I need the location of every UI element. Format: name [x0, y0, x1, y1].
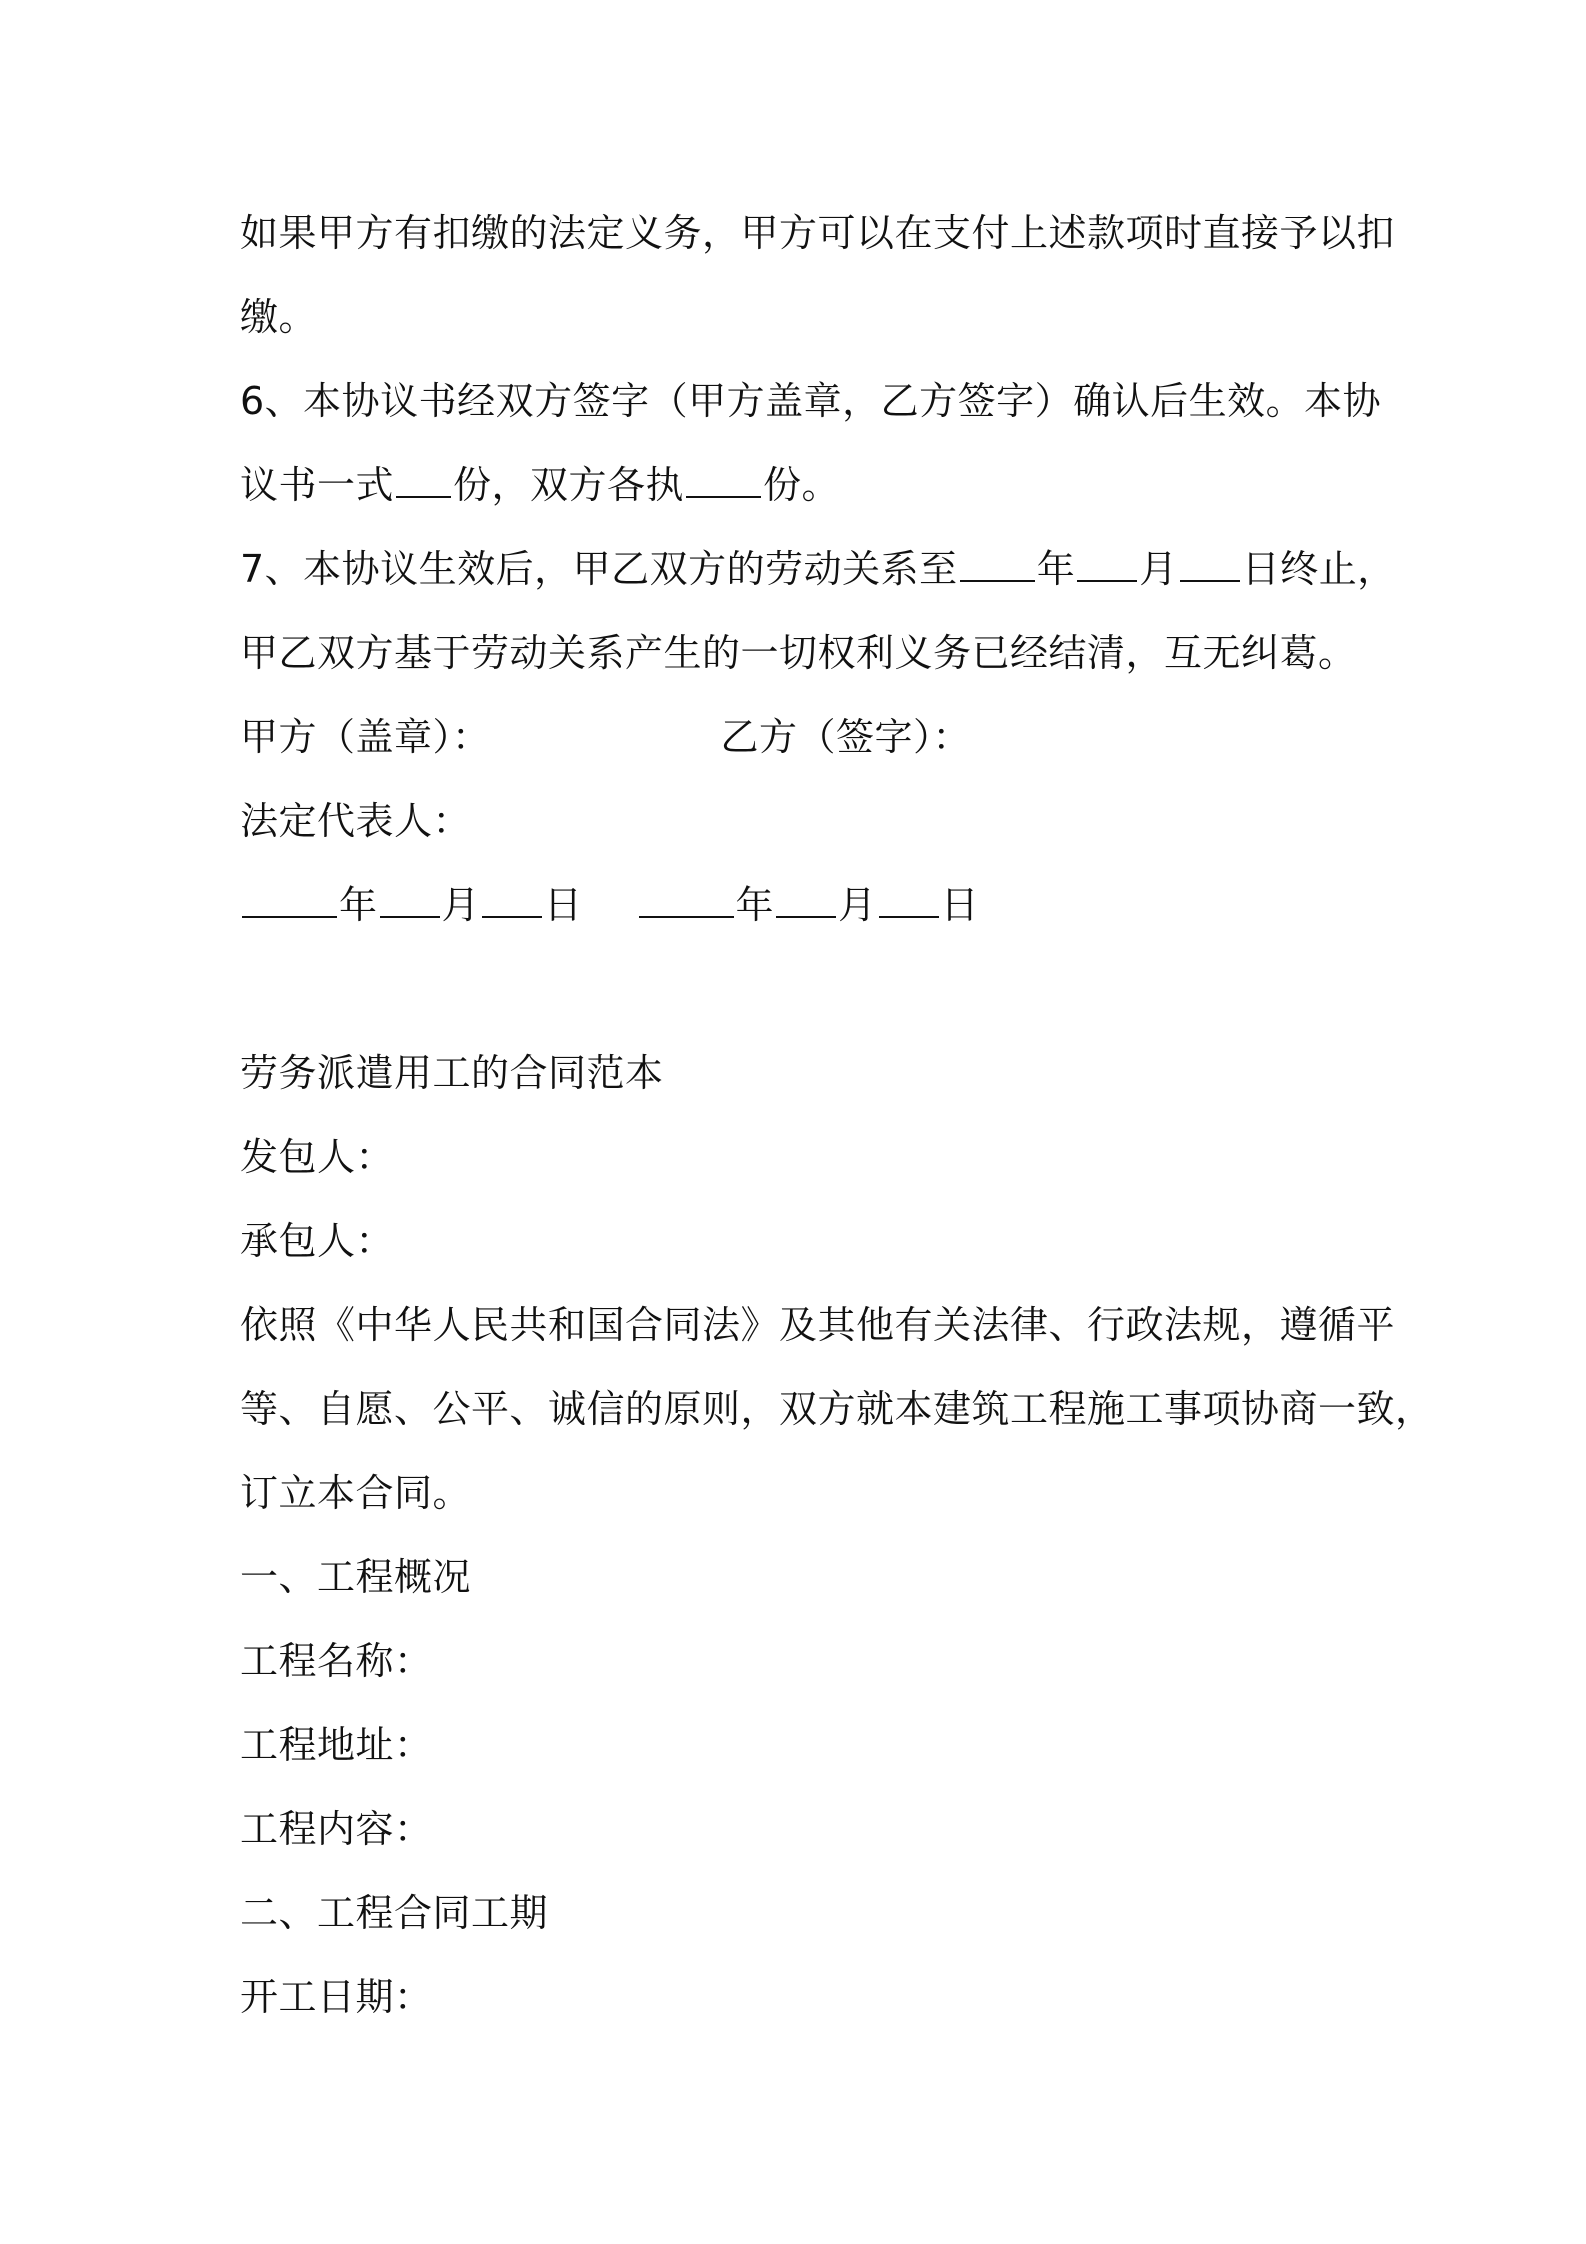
text-segment: 日 [940, 883, 980, 927]
fill-blank [686, 460, 761, 498]
fill-blank [639, 880, 734, 918]
clause-7 [240, 544, 1396, 594]
fill-blank [960, 544, 1035, 582]
text-segment: 7、本协议生效后，甲乙双方的劳动关系至 [240, 547, 958, 591]
text-segment: 日 [544, 883, 583, 927]
paragraph-line: 依照《中华人民共和国合同法》及其他有关法律、行政法规，遵循平 [240, 1303, 1396, 1347]
field-label: 开工日期： [240, 1975, 433, 2019]
contractor-label: 发包人： [240, 1135, 395, 1179]
clause-6-copies [240, 460, 1370, 510]
party-a-label: 甲方（盖章）： [240, 715, 491, 759]
section-title: 劳务派遣用工的合同范本 [240, 1051, 664, 1095]
signature-line [240, 712, 1370, 762]
text-segment: 份。 [763, 463, 841, 507]
fill-blank [396, 460, 451, 498]
text-segment: 年 [1036, 547, 1076, 591]
fill-blank [776, 880, 836, 918]
paragraph-line: 等、自愿、公平、诚信的原则，双方就本建筑工程施工事项协商一致， [240, 1387, 1434, 1431]
section-heading: 一、工程概况 [240, 1555, 472, 1599]
text-segment: 月 [441, 883, 481, 927]
date-line [240, 880, 1370, 930]
subcontractor-label: 承包人： [240, 1219, 395, 1263]
clause-6: 6、本协议书经双方签字（甲方盖章，乙方签字）确认后生效。本协 [240, 379, 1382, 423]
paragraph-line: 缴。 [240, 295, 318, 339]
paragraph-line: 如果甲方有扣缴的法定义务，甲方可以在支付上述款项时直接予以扣 [240, 211, 1396, 255]
party-b-label: 乙方（签字）： [720, 715, 972, 759]
field-label: 工程地址： [240, 1723, 433, 1767]
text-segment: 议书一式 [240, 463, 395, 507]
paragraph-line: 订立本合同。 [240, 1471, 472, 1515]
field-label: 工程名称： [240, 1639, 433, 1683]
fill-blank [1077, 544, 1137, 582]
fill-blank [242, 880, 337, 918]
text-segment: 月 [1139, 547, 1178, 591]
field-label: 工程内容： [240, 1807, 433, 1851]
fill-blank [1180, 544, 1240, 582]
text-segment: 日终止， [1241, 547, 1396, 591]
legal-representative-label: 法定代表人： [240, 799, 472, 843]
text-segment: 年 [735, 883, 775, 927]
section-heading: 二、工程合同工期 [240, 1891, 549, 1935]
paragraph-line: 甲乙双方基于劳动关系产生的一切权利义务已经结清，互无纠葛。 [240, 631, 1357, 675]
text-segment: 年 [339, 883, 378, 927]
text-segment: 月 [838, 883, 877, 927]
fill-blank [380, 880, 440, 918]
fill-blank [482, 880, 542, 918]
fill-blank [879, 880, 939, 918]
text-segment: 份，双方各执 [453, 463, 685, 507]
